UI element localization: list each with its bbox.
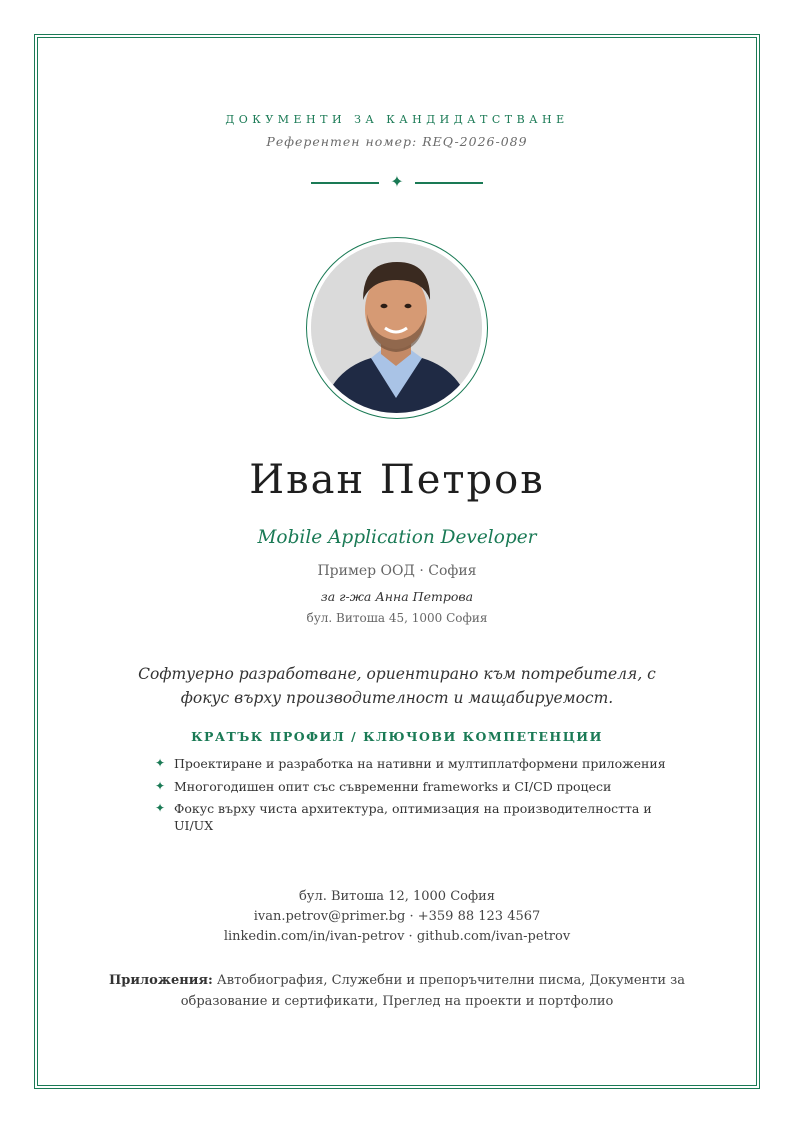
attachments-text-2: образование и сертификати, Преглед на проекти и портфолио (180, 994, 614, 1009)
star-bullet-icon: ✦ (155, 756, 166, 770)
star-ornament-icon: ✦ (390, 172, 404, 191)
competencies-heading: КРАТЪК ПРОФИЛ / КЛЮЧОВИ КОМПЕТЕНЦИИ (191, 729, 603, 744)
recipient-address: бул. Витоша 45, 1000 София (306, 611, 488, 625)
job-title: Mobile Application Developer (257, 527, 537, 548)
tagline-line-2: фокус върху производителност и мащабируемост. (180, 689, 614, 707)
ornament-divider (0, 174, 794, 190)
photo-frame (306, 237, 488, 419)
divider-line-right (415, 182, 483, 184)
list-item (155, 778, 675, 801)
attachments-line-1 (0, 970, 794, 991)
divider-line-left (311, 182, 379, 184)
applicant-name: Иван Петров (249, 457, 545, 503)
attachments (0, 970, 794, 1012)
competency-text: Проектиране и разработка на нативни и мултиплатформени приложения (174, 756, 666, 771)
attachments-label: Приложения: (108, 973, 213, 988)
star-bullet-icon: ✦ (155, 801, 166, 815)
star-bullet-icon: ✦ (155, 778, 166, 793)
document-kicker: ДОКУМЕНТИ ЗА КАНДИДАТСТВАНЕ (225, 113, 569, 126)
list-item (155, 800, 675, 833)
tagline-line-1: Софтуерно разработване, ориентирано към потребителя, с (138, 665, 656, 683)
competency-text: Фокус върху чиста архитектура, оптимизация на производителността и UI/UX (174, 801, 652, 833)
tagline (0, 662, 794, 710)
contact-email-phone: ivan.petrov@primer.bg · +359 88 123 4567 (253, 909, 541, 924)
company-location: Пример ООД · София (317, 563, 477, 579)
list-item (155, 755, 675, 778)
portrait-illustration (311, 242, 482, 413)
portrait-photo (311, 242, 482, 413)
competency-text: Многогодишен опит със съвременни frameworks и CI/CD процеси (174, 778, 612, 794)
attachments-text-1: Автобиография, Служебни и препоръчителни писма, Документи за (212, 973, 686, 988)
contact-links: linkedin.com/in/ivan-petrov · github.com/ivan-petrov (223, 929, 571, 944)
attention-line: за г-жа Анна Петрова (320, 589, 474, 604)
competencies-list (155, 755, 675, 833)
reference-number: Референтен номер: REQ-2026-089 (266, 134, 528, 149)
contact-address: бул. Витоша 12, 1000 София (298, 889, 496, 904)
